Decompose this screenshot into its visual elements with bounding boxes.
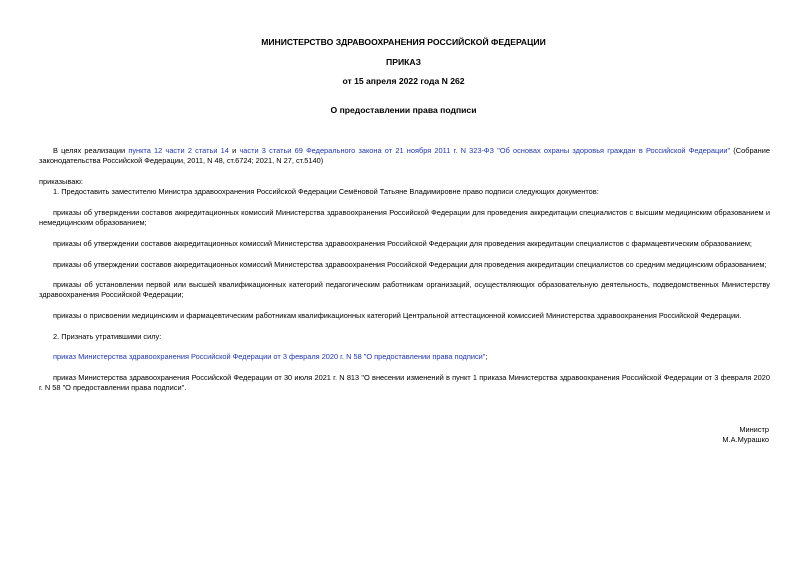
preamble-text-2: и [228, 146, 240, 155]
signature-title: Министр [739, 425, 769, 434]
subject-heading: О предоставлении права подписи [330, 105, 477, 115]
preamble-text-3: (Собрание законодательства Российской Федерации, 2011, N 48, ст.6724; 2021, N 27, ст.5140) [39, 146, 770, 165]
repealed-order-2: приказ Министерства здравоохранения Российской Федерации от 30 июля 2021 г. N 813 "О внесении изменений в пункт 1 приказа Министерства здравоохранения Российской Федерации от 3 февраля 2020 г. N 58 "О предоставлении права подписи". [39, 373, 770, 392]
date-number-heading: от 15 апреля 2022 года N 262 [342, 76, 465, 86]
law-link-article-69[interactable]: части 3 статьи 69 Федерального закона от 21 ноября 2011 г. N 323-ФЗ "Об основах охраны здоровья граждан в Российской Федерации" [239, 146, 731, 155]
doc-item-qualification-categories: приказы о присвоении медицинским и фармацевтическим работникам квалификационных категорий Центральной аттестационной комиссией Министерства здравоохранения Российской Федерации. [53, 311, 742, 320]
doc-item-higher-education: приказы об утверждении составов аккредитационных комиссий Министерства здравоохранения Российской Федерации для проведения аккредитации специалистов с высшим медицинским образованием и немедицинским образованием; [39, 208, 770, 227]
doc-item-pharmaceutical: приказы об утверждении составов аккредитационных комиссий Министерства здравоохранения Российской Федерации для проведения аккредитации специалистов с фармацевтическим образованием; [53, 239, 752, 248]
repealed-order-1-end: ; [485, 352, 488, 361]
ministry-heading: МИНИСТЕРСТВО ЗДРАВООХРАНЕНИЯ РОССИЙСКОЙ ФЕДЕРАЦИИ [261, 37, 546, 47]
order-word: приказываю: [39, 177, 83, 186]
doc-item-teacher-categories: приказы об установлении первой или высшей квалификационных категорий педагогическим работникам организаций, осуществляющих образовательную деятельность, подведомственных Министерству здравоохранения Российской Федерации; [39, 280, 770, 299]
signature-name: М.А.Мурашко [722, 435, 769, 444]
repealed-order-1 [39, 352, 770, 362]
preamble-text-1: В целях реализации [53, 146, 129, 155]
item-1: 1. Предоставить заместителю Министра здравоохранения Российской Федерации Семёновой Татьяне Владимировне право подписи следующих документов: [53, 187, 599, 196]
repealed-order-1-link[interactable]: приказ Министерства здравоохранения Российской Федерации от 3 февраля 2020 г. N 58 "О предоставлении права подписи" [53, 352, 486, 361]
law-link-article-14[interactable]: пункта 12 части 2 статьи 14 [128, 146, 229, 155]
preamble-paragraph [39, 146, 770, 166]
item-2: 2. Признать утратившими силу: [53, 332, 162, 341]
doc-item-secondary: приказы об утверждении составов аккредитационных комиссий Министерства здравоохранения Российской Федерации для проведения аккредитации специалистов со средним медицинским образованием; [53, 260, 767, 269]
doc-type-heading: ПРИКАЗ [386, 57, 421, 67]
